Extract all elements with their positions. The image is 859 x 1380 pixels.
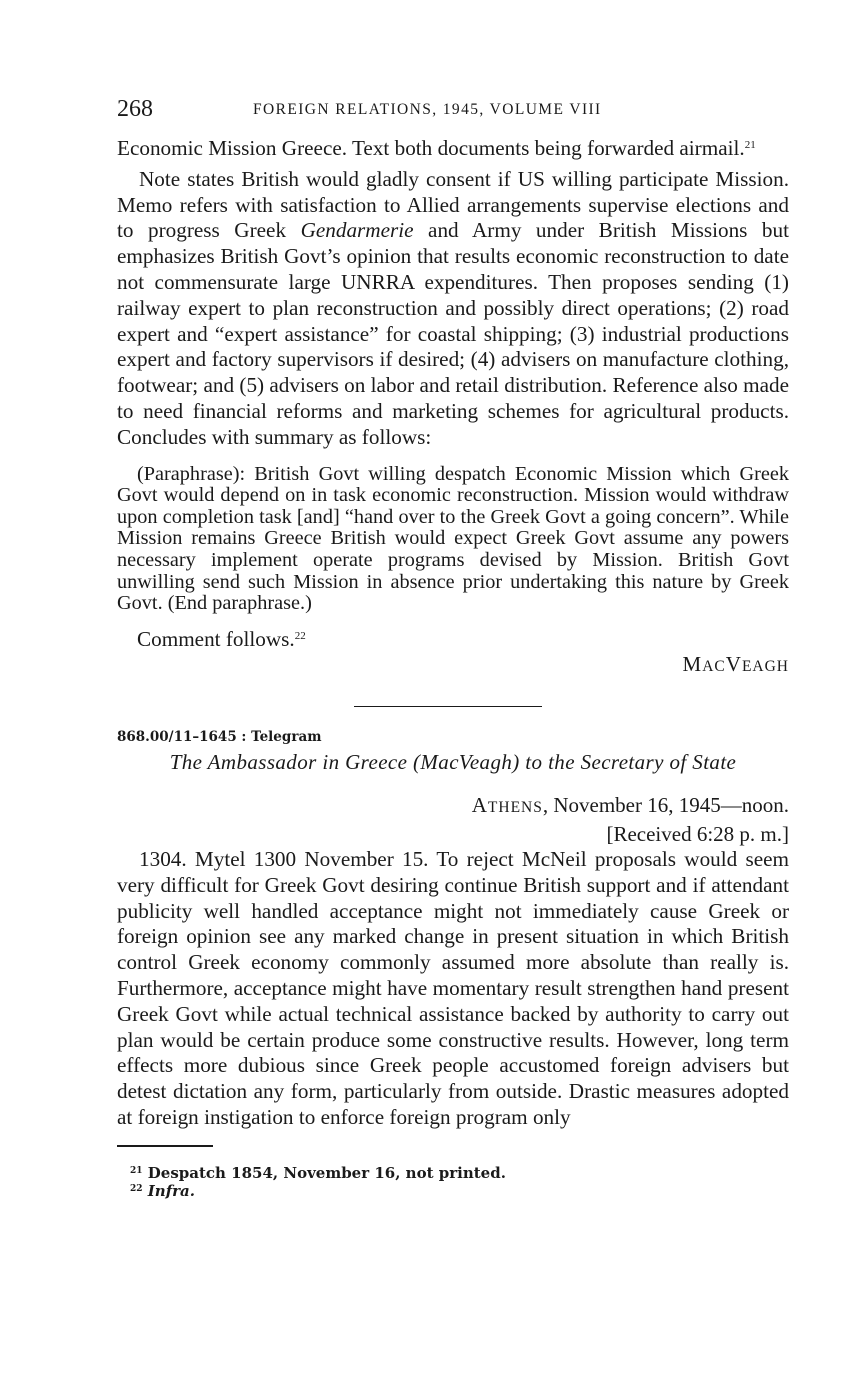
continuation-paragraph bbox=[117, 136, 789, 162]
footnote-rule bbox=[117, 1145, 213, 1147]
running-title: FOREIGN RELATIONS, 1945, VOLUME VIII bbox=[253, 101, 602, 118]
signature-macveagh: MACVEAGH bbox=[682, 651, 789, 676]
note-text-2: and Army under British Missions but emphasizes British Govt’s opinion that results economic reconstruction to date not commensurate large UNRRA expenditures. Then proposes sending (1) railway expert to plan reconstruction and possibly direct operations; (2) road expert and “expert assistance” for coastal shipping; (3) industrial productions expert and factory supervisors if desired; (4) advisers on manufacture clothing, footwear; and (5) advisers on labor and retail distribution. Reference also made to need financial reforms and marketing schemes for agricultural products. Concludes with summary as follows: bbox=[117, 218, 789, 449]
note-paragraph bbox=[117, 167, 789, 451]
section-divider bbox=[354, 706, 542, 708]
note-italic-term: Gendarmerie bbox=[300, 218, 414, 243]
document-id: 868.00/11–1645 : Telegram bbox=[117, 729, 322, 746]
telegram-body: 1304. Mytel 1300 November 15. To reject McNeil proposals would seem very difficult for Greek Govt desiring continue British support and if attendant publicity well handled acceptance might not immediately cause Greek or foreign opinion see any marked change in present situation in which British control Greek economy commonly assumed more absolute than really is. Furthermore, acceptance might have momentary result strengthen hand present Greek Govt while actual technical assistance backed by authority to carry out plan would be certain produce some constructive results. However, long term effects more dubious since Greek people accustomed foreign advisers but detest dictation any form, particularly from outside. Drastic measures adopted at foreign instigation to enforce foreign program only bbox=[117, 847, 789, 1129]
footnote-21: $^{21}$ Despatch 1854, November 16, not printed. bbox=[130, 1163, 506, 1182]
document-page bbox=[117, 96, 789, 1201]
footnote-ref-22[interactable]: 22 bbox=[294, 629, 306, 642]
paraphrase-block: (Paraphrase): British Govt willing despatch Economic Mission which Greek Govt would depend on in task economic reconstruction. Mission would withdraw upon completion task [and] “hand over to the Greek Govt a going concern”. While Mission remains Greece British would expect Greek Govt assume any powers necessary implement operate programs devised by Mission. British Govt unwilling send such Mission in absence prior undertaking this nature by Greek Govt. (End paraphrase.) bbox=[117, 462, 789, 615]
document-title: The Ambassador in Greece (MacVeagh) to the Secretary of State bbox=[169, 750, 737, 775]
footnotes bbox=[117, 1164, 789, 1201]
dateline bbox=[117, 792, 789, 847]
comment-line bbox=[117, 627, 789, 653]
received-time: [Received 6:28 p. m.] bbox=[606, 822, 789, 847]
note-text-1: Note states British would gladly consent if US willing participate Mission. Memo refers with satisfaction to Allied arrangements supervise elections and to progress Greek bbox=[117, 166, 789, 243]
comment-text: Comment follows. bbox=[137, 626, 295, 651]
continuation-text: Economic Mission Greece. Text both documents being forwarded airmail. bbox=[117, 136, 745, 160]
footnote-22: $^{22}$ Infra. bbox=[130, 1182, 195, 1201]
page-number: 268 bbox=[117, 96, 153, 122]
footnote-ref-21[interactable]: 21 bbox=[744, 139, 756, 151]
page-header bbox=[117, 96, 789, 122]
place-date: ATHENS, November 16, 1945—noon. bbox=[471, 793, 789, 818]
